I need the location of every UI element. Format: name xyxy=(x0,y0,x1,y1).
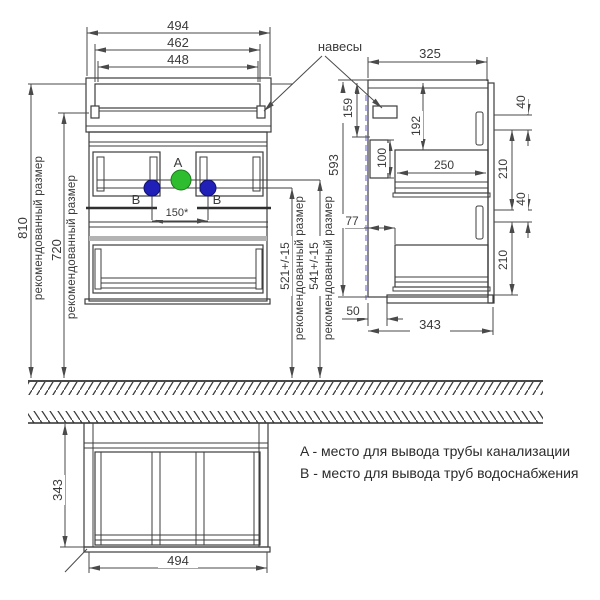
note-541-recommended: рекомендованный размер xyxy=(323,195,335,341)
dim-label-462: 462 xyxy=(167,35,189,50)
wall-hanger-right xyxy=(257,106,265,118)
dim-label-210-bottom: 210 xyxy=(496,245,510,275)
dim-label-494-top: 494 xyxy=(167,18,189,33)
legend-line-a: A - место для вывода трубы канализации xyxy=(300,443,571,459)
dim-label-192: 192 xyxy=(409,111,423,141)
note-810-recommended: рекомендованный размер xyxy=(33,155,45,301)
point-b-label-right: B xyxy=(212,192,222,207)
dim-label-448: 448 xyxy=(167,52,189,67)
side-view xyxy=(366,80,494,303)
wall-hatch xyxy=(28,411,543,423)
ground-hatch xyxy=(28,381,543,395)
dim-label-50: 50 xyxy=(341,304,365,318)
dim-label-521: 521+/-15 xyxy=(278,236,292,296)
dim-label-210-top: 210 xyxy=(496,154,510,184)
point-a-sewage xyxy=(171,170,191,190)
point-b-water-left xyxy=(144,180,160,196)
dimension-lines xyxy=(28,27,532,573)
hangers-label: навесы xyxy=(317,39,363,54)
dim-label-100: 100 xyxy=(375,143,389,173)
dim-label-343-side: 343 xyxy=(410,318,450,332)
plan-view xyxy=(84,423,270,552)
handle-slot-top xyxy=(476,112,483,145)
dim-label-494-plan: 494 xyxy=(158,554,198,568)
dim-label-40-bottom: 40 xyxy=(514,187,528,211)
dim-label-810: 810 xyxy=(15,217,30,239)
dim-label-40-top: 40 xyxy=(514,90,528,114)
wall-hanger-side xyxy=(373,106,397,118)
dim-label-77: 77 xyxy=(340,214,364,228)
legend-line-b: B - место для вывода труб водоснабжения xyxy=(300,465,579,481)
wall-hanger-left xyxy=(91,106,99,118)
note-521-recommended: рекомендованный размер xyxy=(294,195,306,341)
dim-label-159: 159 xyxy=(341,93,355,123)
dim-label-593: 593 xyxy=(327,150,341,180)
note-720-recommended: рекомендованный размер xyxy=(66,174,78,320)
dim-label-343-plan: 343 xyxy=(51,475,65,505)
dim-label-541: 541+/-15 xyxy=(307,236,321,296)
point-a-label: A xyxy=(173,155,183,170)
dim-label-250: 250 xyxy=(424,158,464,172)
dim-label-325: 325 xyxy=(419,46,441,61)
handle-slot-bottom xyxy=(476,206,483,239)
dim-label-150: 150* xyxy=(157,206,197,220)
point-b-label-left: B xyxy=(131,192,141,207)
dim-label-720: 720 xyxy=(49,239,64,261)
